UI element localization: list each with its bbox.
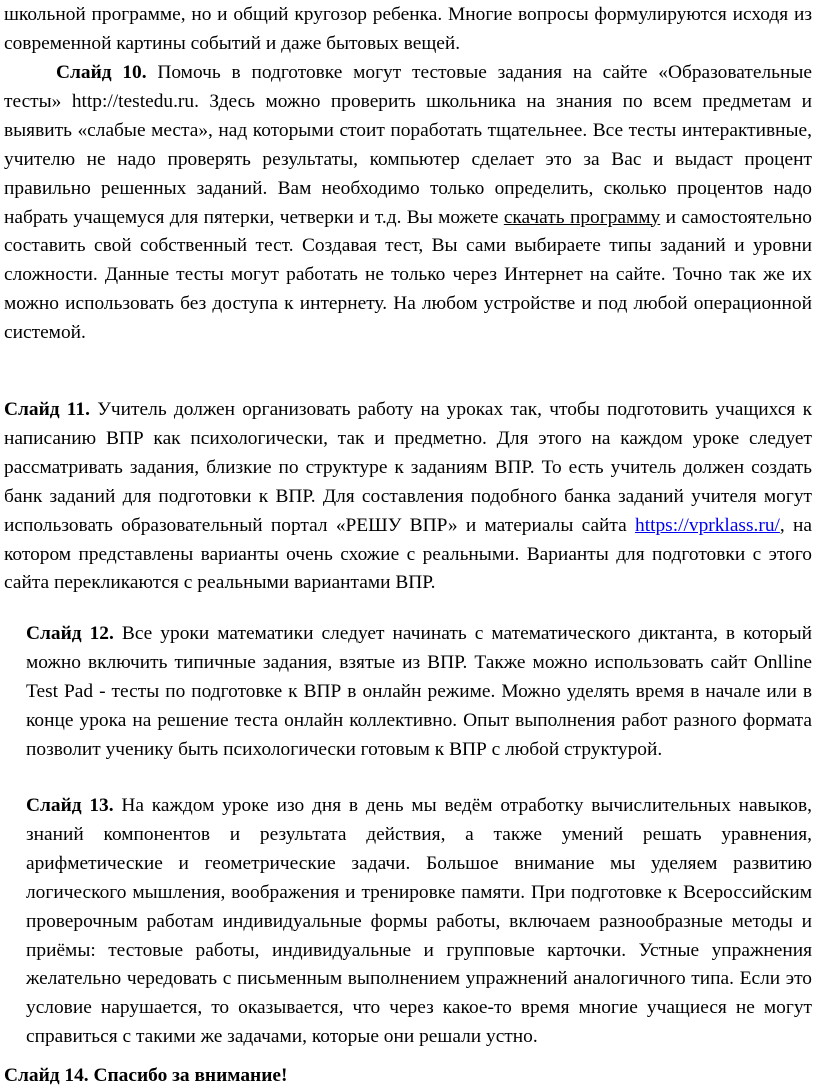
slide-10-text-a: Помочь в подготовке могут тестовые задания на сайте «Образовательные тесты» http://testedu.ru. Здесь можно проверить школьника на знания по всем предметам и выявить «слабые места», над которыми стоит поработать тщательнее. Все тесты интерактивные, учителю не надо проверять результаты, компьютер сделает это за Вас и выдаст процент правильно решенных заданий. Вам необходимо только определить, сколько процентов надо набрать учащемуся для пятерки, четверки и т.д. Вы можете [4, 62, 812, 228]
slide-13-text: На каждом уроке изо дня в день мы ведём отработку вычислительных навыков, знаний компонентов и результата действия, а также умений решать уравнения, арифметические и геометрические задачи. Большое внимание мы уделяем развитию логического мышления, воображения и тренировке памяти. При подготовке к Всероссийским проверочным работам индивидуальные формы работы, включаем разнообразные методы и приёмы: тестовые работы, индивидуальные и групповые карточки. Устные упражнения желательно чередовать с письменным выполнением упражнений аналогичного типа. Если это условие нарушается, то оказывается, что через какое-то время многие учащиеся не могут справиться с такими же задачами, которые они решали устно. [26, 795, 812, 1048]
download-program-link[interactable]: скачать программу [503, 206, 661, 228]
paragraph-continuation [4, 1, 812, 59]
vprklass-link[interactable]: https://vprklass.ru/ [635, 514, 780, 536]
slide-11-text-b: , на котором представлены варианты очень схожие с реальными. Варианты для подготовки с этого сайта перекликаются с реальными вариантами ВПР. [4, 514, 812, 594]
paragraph-slide-14 [4, 1062, 812, 1091]
continuation-text: школьной программе, но и общий кругозор ребенка. Многие вопросы формулируются исходя из современной картины событий и даже бытовых вещей. [4, 4, 812, 54]
paragraph-slide-12 [26, 620, 812, 765]
slide-11-label: Слайд 11. [4, 399, 90, 420]
slide-14-text: Слайд 14. Спасибо за внимание! [4, 1065, 288, 1086]
slide-11-text-a: Учитель должен организовать работу на уроках так, чтобы подготовить учащихся к написанию ВПР как психологически, так и предметно. Для этого на каждом уроке следует рассматривать задания, близкие по структуре к заданиям ВПР. То есть учитель должен создать банк заданий для подготовки к ВПР. Для составления подобного банка заданий учителя могут использовать образовательный портал «РЕШУ ВПР» и материалы сайта [4, 399, 812, 536]
slide-12-text: Все уроки математики следует начинать с математического диктанта, в который можно включить типичные задания, взятые из ВПР. Также можно использовать сайт Onlline Test Pad - тесты по подготовке к ВПР в онлайн режиме. Можно уделять время в начале или в конце урока на решение теста онлайн коллективно. Опыт выполнения работ разного формата позволит ученику быть психологически готовым к ВПР с любой структурой. [26, 623, 812, 760]
paragraph-slide-10 [4, 59, 812, 348]
slide-12-label: Слайд 12. [26, 623, 114, 644]
paragraph-slide-11 [4, 396, 812, 598]
slide-13-label: Слайд 13. [26, 795, 114, 816]
paragraph-slide-13 [26, 792, 812, 1052]
slide-10-text-b: и самостоятельно составить свой собственный тест. Создавая тест, Вы сами выбираете типы заданий и уровни сложности. Данные тесты могут работать не только через Интернет на сайте. Точно так же их можно использовать без доступа к интернету. На любом устройстве и под любой операционной системой. [4, 206, 812, 344]
slide-10-label: Слайд 10. [56, 62, 147, 83]
